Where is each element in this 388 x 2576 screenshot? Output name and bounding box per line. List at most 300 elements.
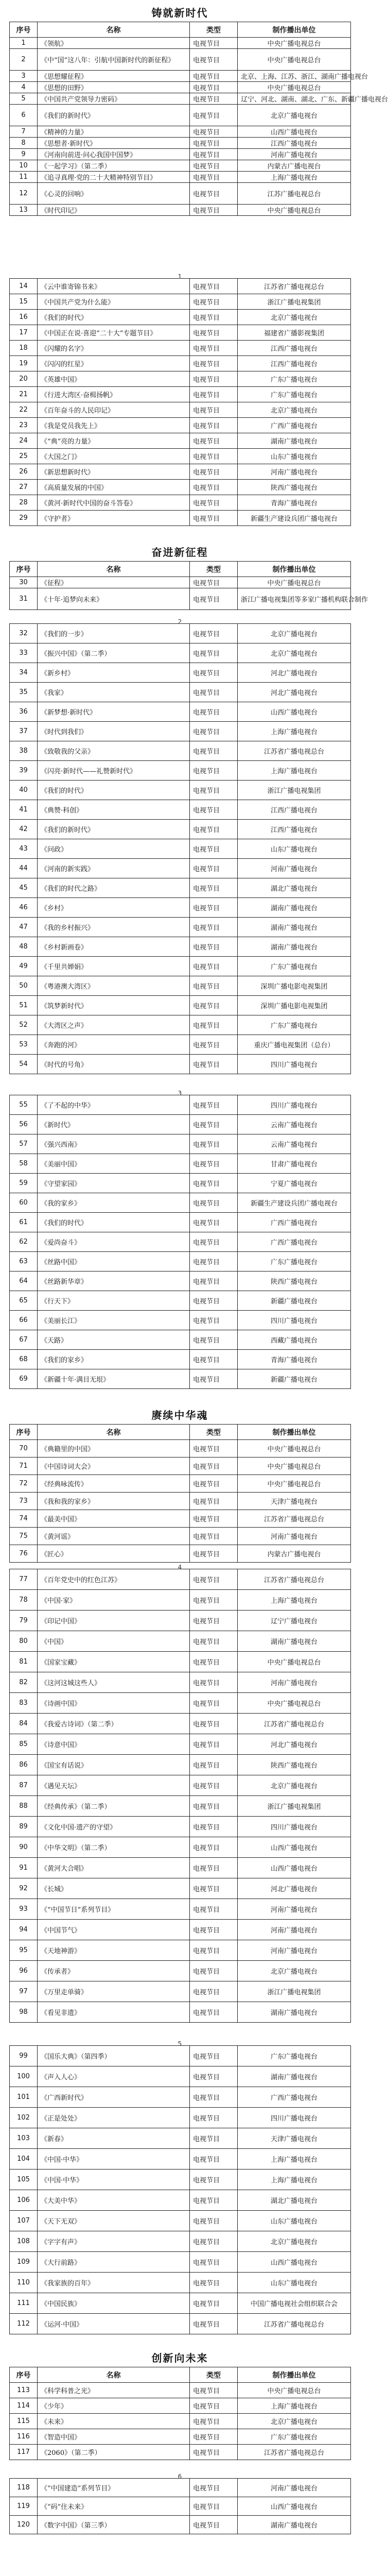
cell-unit: 中央广播电视总台 bbox=[238, 577, 351, 588]
table-row bbox=[10, 2046, 351, 2066]
page-number: 6 bbox=[178, 2473, 182, 2480]
cell-type: 电视节目 bbox=[190, 356, 238, 371]
cell-type: 电视节目 bbox=[190, 160, 238, 172]
cell-no: 54 bbox=[10, 1055, 38, 1074]
cell-no: 10 bbox=[10, 160, 38, 172]
cell-type: 电视节目 bbox=[190, 1174, 238, 1193]
cell-name: 《乡村》 bbox=[38, 898, 190, 918]
cell-name: 《印记中国》 bbox=[38, 1611, 190, 1631]
cell-name: 《粤港澳大湾区》 bbox=[38, 976, 190, 996]
cell-type: 电视节目 bbox=[190, 2497, 238, 2516]
cell-type: 电视节目 bbox=[190, 294, 238, 310]
cell-unit: 广东广播电视台 bbox=[238, 1252, 351, 1272]
cell-name: 《行进大湾区·奋楫扬帆》 bbox=[38, 387, 190, 402]
cell-unit: 新疆广播电视台 bbox=[238, 1369, 351, 1389]
cell-type: 电视节目 bbox=[190, 1837, 238, 1858]
table-row bbox=[10, 1837, 351, 1858]
cell-no: 104 bbox=[10, 2149, 38, 2170]
cell-name: 《云中谁寄锦书来》 bbox=[38, 279, 190, 294]
cell-no: 18 bbox=[10, 341, 38, 356]
cell-type: 电视节目 bbox=[190, 2398, 238, 2414]
cell-type: 电视节目 bbox=[190, 1940, 238, 1961]
table-row bbox=[10, 577, 351, 588]
cell-unit: 深圳广播电影电视集团 bbox=[238, 976, 351, 996]
table-row bbox=[10, 1035, 351, 1055]
cell-no: 14 bbox=[10, 279, 38, 294]
cell-type: 电视节目 bbox=[190, 1961, 238, 1981]
cell-type: 电视节目 bbox=[190, 2128, 238, 2149]
cell-name: 《思想的田野》 bbox=[38, 82, 190, 93]
cell-unit: 湖南广播电视台 bbox=[238, 433, 351, 449]
cell-no: 103 bbox=[10, 2128, 38, 2149]
cell-type: 电视节目 bbox=[190, 1015, 238, 1035]
cell-type: 电视节目 bbox=[190, 588, 238, 610]
cell-no: 80 bbox=[10, 1631, 38, 1652]
cell-name: 《我们的一步》 bbox=[38, 624, 190, 643]
header-unit: 制作播出单位 bbox=[238, 562, 351, 577]
table-row bbox=[10, 105, 351, 126]
table-row bbox=[10, 839, 351, 859]
table-row bbox=[10, 1652, 351, 1672]
cell-no: 97 bbox=[10, 1981, 38, 2002]
cell-unit: 中央广播电视总台 bbox=[238, 38, 351, 49]
cell-name: 《我的家乡》 bbox=[38, 1193, 190, 1213]
page-number: 4 bbox=[178, 1564, 182, 1571]
cell-unit: 福建省广播影视集团 bbox=[238, 325, 351, 341]
table-row bbox=[10, 402, 351, 418]
table-row bbox=[10, 976, 351, 996]
cell-no: 55 bbox=[10, 1095, 38, 1115]
cell-name: 《新梦想·新时代》 bbox=[38, 702, 190, 722]
page-number: 1 bbox=[178, 273, 182, 280]
cell-no: 25 bbox=[10, 449, 38, 464]
cell-no: 76 bbox=[10, 1545, 38, 1563]
cell-name: 《中国·家》 bbox=[38, 1590, 190, 1611]
table-row bbox=[10, 1817, 351, 1837]
cell-type: 电视节目 bbox=[190, 663, 238, 683]
cell-name: 《筑梦新时代》 bbox=[38, 996, 190, 1015]
cell-unit: 山东广播电视台 bbox=[238, 449, 351, 464]
cell-unit: 中央广播电视总台 bbox=[238, 1652, 351, 1672]
cell-name: 《“码”住未来》 bbox=[38, 2497, 190, 2516]
cell-type: 电视节目 bbox=[190, 2479, 238, 2497]
cell-type: 电视节目 bbox=[190, 1631, 238, 1652]
cell-name: 《我家》 bbox=[38, 683, 190, 702]
table-row bbox=[10, 449, 351, 464]
cell-unit: 上海广播电视台 bbox=[238, 722, 351, 741]
cell-no: 118 bbox=[10, 2479, 38, 2497]
cell-name: 《正是处处》 bbox=[38, 2108, 190, 2128]
cell-unit: 北京、上海、江苏、浙江、湖南广播电视台 bbox=[238, 71, 351, 82]
cell-unit: 浙江广播电视集团等多家广播机构联合制作 bbox=[238, 588, 351, 610]
table-row bbox=[10, 38, 351, 49]
cell-type: 电视节目 bbox=[190, 918, 238, 937]
cell-no: 84 bbox=[10, 1714, 38, 1734]
table-row bbox=[10, 172, 351, 183]
cell-no: 22 bbox=[10, 402, 38, 418]
cell-unit: 湖北广播电视台 bbox=[238, 2190, 351, 2211]
cell-type: 电视节目 bbox=[190, 464, 238, 480]
cell-no: 67 bbox=[10, 1330, 38, 1350]
cell-no: 62 bbox=[10, 1232, 38, 1252]
cell-no: 38 bbox=[10, 741, 38, 761]
cell-no: 99 bbox=[10, 2046, 38, 2066]
cell-unit: 广东广播电视台 bbox=[238, 2046, 351, 2066]
cell-type: 电视节目 bbox=[190, 1252, 238, 1272]
cell-name: 《我们的时代》 bbox=[38, 1213, 190, 1232]
cell-no: 7 bbox=[10, 126, 38, 138]
cell-no: 74 bbox=[10, 1510, 38, 1528]
table-row bbox=[10, 1631, 351, 1652]
cell-name: 《思想耀征程》 bbox=[38, 71, 190, 82]
cell-unit: 中央广播电视总台 bbox=[238, 2383, 351, 2398]
cell-unit: 上海广播电视台 bbox=[238, 761, 351, 781]
cell-name: 《美丽中国》 bbox=[38, 1154, 190, 1174]
cell-no: 69 bbox=[10, 1369, 38, 1389]
cell-type: 电视节目 bbox=[190, 1672, 238, 1693]
cell-no: 47 bbox=[10, 918, 38, 937]
table-section bbox=[9, 1095, 350, 1389]
cell-unit: 天津广播电视台 bbox=[238, 1493, 351, 1510]
table-section bbox=[9, 2478, 350, 2534]
table-row bbox=[10, 2314, 351, 2334]
cell-unit: 广东广播电视台 bbox=[238, 1015, 351, 1035]
cell-type: 电视节目 bbox=[190, 820, 238, 839]
table-row bbox=[10, 1981, 351, 2002]
program-table bbox=[9, 1095, 351, 1389]
cell-type: 电视节目 bbox=[190, 418, 238, 433]
cell-name: 《奔跑的河》 bbox=[38, 1035, 190, 1055]
cell-type: 电视节目 bbox=[190, 1755, 238, 1775]
cell-unit: 内蒙古广播电视台 bbox=[238, 160, 351, 172]
cell-type: 电视节目 bbox=[190, 387, 238, 402]
cell-type: 电视节目 bbox=[190, 2170, 238, 2190]
cell-name: 《长城》 bbox=[38, 1878, 190, 1899]
cell-no: 2 bbox=[10, 49, 38, 71]
table-section bbox=[9, 544, 368, 610]
program-table bbox=[9, 2045, 351, 2334]
cell-unit: 江苏省广播电视总台 bbox=[238, 2314, 351, 2334]
cell-type: 电视节目 bbox=[190, 495, 238, 511]
header-name: 名称 bbox=[38, 22, 190, 38]
header-row bbox=[10, 2367, 351, 2383]
cell-no: 53 bbox=[10, 1035, 38, 1055]
cell-no: 48 bbox=[10, 937, 38, 957]
cell-unit: 上海广播电视台 bbox=[238, 1590, 351, 1611]
cell-type: 电视节目 bbox=[190, 1652, 238, 1672]
cell-name: 《思想者·新时代》 bbox=[38, 138, 190, 149]
cell-name: 《科学科普之光》 bbox=[38, 2383, 190, 2398]
table-row bbox=[10, 624, 351, 643]
table-row bbox=[10, 761, 351, 781]
cell-unit: 江苏省广播电视总台 bbox=[238, 279, 351, 294]
cell-unit: 山东广播电视台 bbox=[238, 839, 351, 859]
cell-unit: 湖南广播电视台 bbox=[238, 1631, 351, 1652]
table-row bbox=[10, 1528, 351, 1545]
cell-type: 电视节目 bbox=[190, 1493, 238, 1510]
cell-name: 《中国节气》 bbox=[38, 1920, 190, 1940]
table-row bbox=[10, 1672, 351, 1693]
table-row bbox=[10, 937, 351, 957]
cell-name: 《十年·追梦向未来》 bbox=[38, 588, 190, 610]
page-number: 5 bbox=[178, 2040, 182, 2047]
header-name: 名称 bbox=[38, 1425, 190, 1440]
cell-no: 102 bbox=[10, 2108, 38, 2128]
cell-no: 66 bbox=[10, 1311, 38, 1330]
cell-no: 70 bbox=[10, 1440, 38, 1458]
cell-no: 29 bbox=[10, 511, 38, 526]
cell-name: 《丝路中国》 bbox=[38, 1252, 190, 1272]
cell-type: 电视节目 bbox=[190, 1035, 238, 1055]
cell-unit: 中央广播电视总台 bbox=[238, 1458, 351, 1475]
table-row bbox=[10, 1213, 351, 1232]
cell-name: 《典籍里的中国》 bbox=[38, 1440, 190, 1458]
cell-type: 电视节目 bbox=[190, 93, 238, 105]
cell-name: 《我们的新时代》 bbox=[38, 820, 190, 839]
cell-name: 《声入人心》 bbox=[38, 2066, 190, 2087]
section-title: 创新向未来 bbox=[151, 2352, 208, 2364]
table-section bbox=[9, 623, 350, 1074]
section-title: 奋进新征程 bbox=[151, 546, 208, 558]
table-row bbox=[10, 2128, 351, 2149]
table-row bbox=[10, 683, 351, 702]
page-number: 3 bbox=[178, 1090, 182, 1097]
cell-name: 《文化中国·遗产的守望》 bbox=[38, 1817, 190, 1837]
header-no: 序号 bbox=[10, 1425, 38, 1440]
cell-name: 《国乐大典》（第四季） bbox=[38, 2046, 190, 2066]
cell-unit: 山东广播电视台 bbox=[238, 2273, 351, 2293]
cell-unit: 北京广播电视台 bbox=[238, 1775, 351, 1796]
table-row bbox=[10, 1545, 351, 1563]
cell-type: 电视节目 bbox=[190, 172, 238, 183]
cell-type: 电视节目 bbox=[190, 1213, 238, 1232]
cell-no: 61 bbox=[10, 1213, 38, 1232]
cell-unit: 上海广播电视台 bbox=[238, 2149, 351, 2170]
table-row bbox=[10, 2231, 351, 2252]
cell-unit: 北京广播电视台 bbox=[238, 2231, 351, 2252]
cell-no: 8 bbox=[10, 138, 38, 149]
cell-no: 92 bbox=[10, 1878, 38, 1899]
cell-unit: 山西广播电视台 bbox=[238, 1858, 351, 1878]
cell-no: 32 bbox=[10, 624, 38, 643]
cell-name: 《2060》（第二季） bbox=[38, 2445, 190, 2460]
cell-name: 《我爱古诗词》（第二季） bbox=[38, 1714, 190, 1734]
cell-type: 电视节目 bbox=[190, 2414, 238, 2429]
cell-unit: 山西广播电视台 bbox=[238, 126, 351, 138]
cell-name: 《少年》 bbox=[38, 2398, 190, 2414]
cell-name: 《新疆十年·满目无垠》 bbox=[38, 1369, 190, 1389]
cell-unit: 北京广播电视台 bbox=[238, 643, 351, 663]
cell-type: 电视节目 bbox=[190, 1569, 238, 1590]
cell-no: 90 bbox=[10, 1837, 38, 1858]
table-row bbox=[10, 663, 351, 683]
header-no: 序号 bbox=[10, 2367, 38, 2383]
cell-name: 《大行前路》 bbox=[38, 2252, 190, 2273]
table-row bbox=[10, 1311, 351, 1330]
cell-type: 电视节目 bbox=[190, 183, 238, 205]
cell-type: 电视节目 bbox=[190, 325, 238, 341]
cell-unit: 河北广播电视台 bbox=[238, 1734, 351, 1755]
cell-name: 《遇见天坛》 bbox=[38, 1775, 190, 1796]
table-row bbox=[10, 138, 351, 149]
cell-no: 68 bbox=[10, 1350, 38, 1369]
cell-type: 电视节目 bbox=[190, 2066, 238, 2087]
table-row bbox=[10, 2445, 351, 2460]
cell-unit: 河北广播电视台 bbox=[238, 1878, 351, 1899]
cell-unit: 湖南广播电视台 bbox=[238, 898, 351, 918]
cell-unit: 山西广播电视台 bbox=[238, 702, 351, 722]
cell-type: 电视节目 bbox=[190, 2046, 238, 2066]
cell-name: 《大湾区之声》 bbox=[38, 1015, 190, 1035]
cell-no: 37 bbox=[10, 722, 38, 741]
cell-name: 《看见非遗》 bbox=[38, 2002, 190, 2023]
program-table bbox=[9, 623, 351, 1074]
cell-type: 电视节目 bbox=[190, 449, 238, 464]
cell-type: 电视节目 bbox=[190, 2087, 238, 2108]
cell-type: 电视节目 bbox=[190, 2002, 238, 2023]
cell-name: 《高质量发展的中国》 bbox=[38, 480, 190, 495]
cell-no: 108 bbox=[10, 2231, 38, 2252]
cell-unit: 四川广播电视台 bbox=[238, 1311, 351, 1330]
program-table bbox=[9, 561, 368, 610]
cell-unit: 广西广播电视台 bbox=[238, 2087, 351, 2108]
cell-type: 电视节目 bbox=[190, 683, 238, 702]
table-section bbox=[9, 1569, 350, 2023]
cell-unit: 四川广播电视台 bbox=[238, 2108, 351, 2128]
cell-unit: 青海广播电视台 bbox=[238, 495, 351, 511]
cell-type: 电视节目 bbox=[190, 310, 238, 325]
table-row bbox=[10, 859, 351, 878]
cell-no: 91 bbox=[10, 1858, 38, 1878]
cell-unit: 江苏省广播电视总台 bbox=[238, 2445, 351, 2460]
table-row bbox=[10, 1272, 351, 1291]
cell-type: 电视节目 bbox=[190, 49, 238, 71]
cell-unit: 陕西广播电视台 bbox=[238, 480, 351, 495]
cell-unit: 甘肃广播电视台 bbox=[238, 1154, 351, 1174]
cell-name: 《英雄中国》 bbox=[38, 371, 190, 387]
table-row bbox=[10, 1440, 351, 1458]
cell-no: 100 bbox=[10, 2066, 38, 2087]
cell-name: 《一起学习》（第二季） bbox=[38, 160, 190, 172]
cell-type: 电视节目 bbox=[190, 1734, 238, 1755]
cell-name: 《“中国建造”系列节目》 bbox=[38, 2479, 190, 2497]
cell-no: 58 bbox=[10, 1154, 38, 1174]
cell-name: 《心灵的回响》 bbox=[38, 183, 190, 205]
cell-no: 78 bbox=[10, 1590, 38, 1611]
cell-type: 电视节目 bbox=[190, 741, 238, 761]
table-row bbox=[10, 1569, 351, 1590]
cell-unit: 江苏广播电视总台 bbox=[238, 183, 351, 205]
table-row bbox=[10, 1796, 351, 1817]
cell-no: 6 bbox=[10, 105, 38, 126]
cell-name: 《时代印记》 bbox=[38, 205, 190, 216]
table-row bbox=[10, 82, 351, 93]
cell-unit: 北京广播电视台 bbox=[238, 2414, 351, 2429]
cell-unit: 河南广播电视台 bbox=[238, 1672, 351, 1693]
cell-no: 4 bbox=[10, 82, 38, 93]
cell-type: 电视节目 bbox=[190, 577, 238, 588]
program-table bbox=[9, 278, 351, 526]
cell-unit: 江西广播电视台 bbox=[238, 341, 351, 356]
cell-name: 《我们的家乡》 bbox=[38, 1350, 190, 1369]
cell-type: 电视节目 bbox=[190, 937, 238, 957]
cell-no: 24 bbox=[10, 433, 38, 449]
cell-name: 《致敬我的父亲》 bbox=[38, 741, 190, 761]
cell-type: 电视节目 bbox=[190, 643, 238, 663]
cell-name: 《追寻真理·党的二十大精神特别节目》 bbox=[38, 172, 190, 183]
cell-name: 《最美中国》 bbox=[38, 1510, 190, 1528]
cell-no: 114 bbox=[10, 2398, 38, 2414]
cell-no: 110 bbox=[10, 2273, 38, 2293]
cell-unit: 陕西广播电视台 bbox=[238, 1272, 351, 1291]
cell-unit: 河北广播电视台 bbox=[238, 683, 351, 702]
cell-unit: 河北广播电视台 bbox=[238, 663, 351, 683]
table-section bbox=[9, 1406, 350, 1563]
cell-name: 《未来》 bbox=[38, 2414, 190, 2429]
table-row bbox=[10, 495, 351, 511]
cell-unit: 北京广播电视台 bbox=[238, 310, 351, 325]
cell-name: 《河南的新实践》 bbox=[38, 859, 190, 878]
cell-unit: 北京广播电视台 bbox=[238, 1961, 351, 1981]
cell-unit: 山西广播电视台 bbox=[238, 1837, 351, 1858]
table-section bbox=[9, 2349, 350, 2460]
table-row bbox=[10, 126, 351, 138]
cell-name: 《行天下》 bbox=[38, 1291, 190, 1311]
cell-unit: 中央广播电视总台 bbox=[238, 82, 351, 93]
cell-name: 《征程》 bbox=[38, 577, 190, 588]
cell-type: 电视节目 bbox=[190, 1510, 238, 1528]
cell-no: 120 bbox=[10, 2516, 38, 2534]
cell-unit: 上海广播电视台 bbox=[238, 2398, 351, 2414]
cell-no: 111 bbox=[10, 2293, 38, 2314]
cell-no: 12 bbox=[10, 183, 38, 205]
table-row bbox=[10, 1940, 351, 1961]
table-row bbox=[10, 1878, 351, 1899]
cell-no: 11 bbox=[10, 172, 38, 183]
cell-unit: 辽宁、河北、湖南、湖北、广东、新疆广播电视台 bbox=[238, 93, 351, 105]
header-row bbox=[10, 1425, 351, 1440]
cell-no: 64 bbox=[10, 1272, 38, 1291]
table-row bbox=[10, 643, 351, 663]
cell-name: 《典赞·科创》 bbox=[38, 800, 190, 820]
cell-no: 15 bbox=[10, 294, 38, 310]
table-row bbox=[10, 49, 351, 71]
cell-type: 电视节目 bbox=[190, 1475, 238, 1493]
cell-no: 16 bbox=[10, 310, 38, 325]
cell-unit: 江苏省广播电视总台 bbox=[238, 741, 351, 761]
cell-name: 《我是党员我先上》 bbox=[38, 418, 190, 433]
cell-name: 《中国正在说·喜迎“二十大”专题节目》 bbox=[38, 325, 190, 341]
cell-name: 《天下无双》 bbox=[38, 2211, 190, 2231]
cell-unit: 中国广播电视社会组织联合会 bbox=[238, 2293, 351, 2314]
cell-type: 电视节目 bbox=[190, 2273, 238, 2293]
table-row bbox=[10, 1350, 351, 1369]
header-no: 序号 bbox=[10, 22, 38, 38]
cell-type: 电视节目 bbox=[190, 996, 238, 1015]
cell-unit: 山西广播电视台 bbox=[238, 2497, 351, 2516]
table-row bbox=[10, 310, 351, 325]
cell-name: 《时代到我们》 bbox=[38, 722, 190, 741]
cell-name: 《我的乡村振兴》 bbox=[38, 918, 190, 937]
cell-name: 《天地神游》 bbox=[38, 1940, 190, 1961]
table-row bbox=[10, 2479, 351, 2497]
cell-name: 《匠心》 bbox=[38, 1545, 190, 1563]
cell-type: 电视节目 bbox=[190, 2383, 238, 2398]
table-row bbox=[10, 511, 351, 526]
cell-type: 电视节目 bbox=[190, 1134, 238, 1154]
cell-type: 电视节目 bbox=[190, 126, 238, 138]
cell-unit: 新疆生产建设兵团广播电视台 bbox=[238, 1193, 351, 1213]
